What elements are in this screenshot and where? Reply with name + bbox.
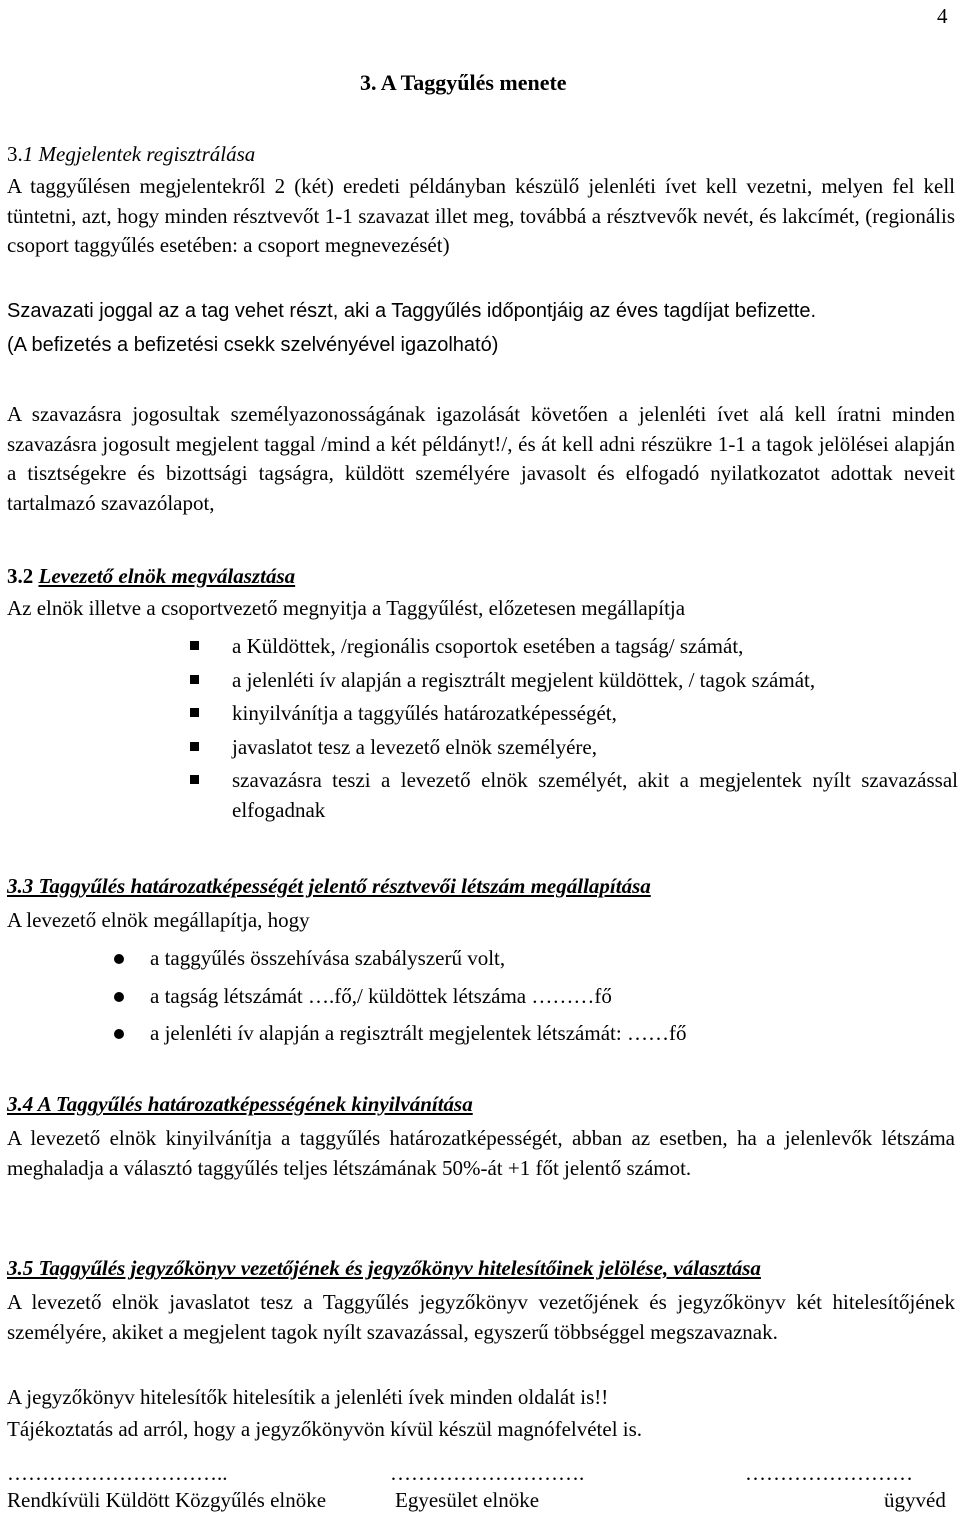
section-3-1-heading-number: 3.: [7, 142, 23, 166]
list-item-text: a tagság létszámát ….fő,/ küldöttek létszáma ………fő: [150, 983, 612, 1008]
signature-label-3: ügyvéd: [884, 1488, 946, 1512]
section-3-1-paragraph-1: A taggyűlésen megjelentekről 2 (két) eredeti példányban készülő jelenléti ívet kell vezetni, melyen fel kell tüntetni, azt, hogy minden résztvevőt 1-1 szavazat illet meg, továbbá a résztvevők nevét, és lakcímét, (regionális csoport taggyűlés esetében: a csoport megnevezését): [7, 174, 955, 257]
section-3-2-heading-text: Levezető elnök megválasztása: [38, 564, 296, 588]
round-bullet-icon: [114, 1029, 124, 1039]
section-3-2-heading-number: 3.2: [7, 564, 34, 588]
list-item-text: kinyilvánítja a taggyűlés határozatképességét,: [232, 701, 617, 725]
signature-label-2: Egyesület elnöke: [395, 1488, 540, 1512]
list-item: [110, 944, 930, 974]
list-item-text: a taggyűlés összehívása szabályszerű volt,: [150, 946, 506, 970]
signature-line-3: ……………………: [745, 1461, 913, 1485]
section-3-1-paragraph-3: (A befizetés a befizetési csekk szelvényével igazolható): [7, 334, 499, 356]
square-bullet-icon: [190, 775, 199, 784]
section-3-4-body: A levezető elnök kinyilvánítja a taggyűlés határozatképességét, abban az esetben, ha a jelenlevők létszáma meghaladja a választó taggyűlés teljes létszámának 50%-át +1 főt jelentő számot.: [7, 1126, 955, 1180]
list-item-text: javaslatot tesz a levezető elnök személyére,: [232, 734, 597, 759]
section-3-5-heading-text: 3.5 Taggyűlés jegyzőkönyv vezetőjének és jegyzőkönyv hitelesítőinek jelölése, választása: [7, 1256, 761, 1280]
list-item: [188, 666, 958, 696]
list-item: [188, 699, 958, 729]
square-bullet-icon: [190, 742, 199, 751]
section-3-4-heading: [7, 1090, 955, 1120]
section-3-3-heading-text: 3.3 Taggyűlés határozatképességét jelentő résztvevői létszám megállapítása: [7, 874, 651, 898]
signature-line-2: ……………………….: [390, 1461, 585, 1485]
square-bullet-icon: [190, 641, 199, 650]
signature-label-1: Rendkívüli Küldött Közgyűlés elnöke: [7, 1488, 327, 1512]
signature-line-1: …………………………..: [7, 1461, 228, 1485]
round-bullet-icon: [114, 992, 124, 1002]
list-item: [188, 766, 958, 825]
section-3-5-heading: [7, 1254, 955, 1284]
list-item-text: szavazásra teszi a levezető elnök személyét, akit a megjelentek nyílt szavazással elfogadnak: [232, 768, 958, 822]
section-3-4-heading-text: 3.4 A Taggyűlés határozatképességének kinyilvánítása: [7, 1092, 473, 1116]
list-item-text: a jelenléti ív alapján a regisztrált megjelentek létszámát: ……fő: [150, 1021, 687, 1045]
section-3-2-heading: [7, 562, 955, 592]
square-bullet-icon: [190, 675, 199, 684]
section-3-5-paragraph-1: A levezető elnök javaslatot tesz a Taggyűlés jegyzőkönyv vezetőjének és jegyzőkönyv két hitelesítőjének személyére, akiket a megjelent tagok nyílt szavazással, egyszerű többséggel megszavaznak.: [7, 1290, 955, 1344]
round-bullet-icon: [114, 954, 124, 964]
section-3-2-intro: Az elnök illetve a csoportvezető megnyitja a Taggyűlést, előzetesen megállapítja: [7, 596, 686, 620]
section-3-1-heading: [7, 140, 955, 170]
list-item: [110, 982, 930, 1012]
section-3-5-paragraph-3: Tájékoztatás ad arról, hogy a jegyzőkönyvön kívül készül magnófelvétel is.: [7, 1417, 643, 1441]
list-item: [188, 632, 958, 662]
section-3-3-list: [110, 944, 930, 1057]
page-number: 4: [937, 4, 948, 28]
list-item-text: a jelenléti ív alapján a regisztrált megjelent küldöttek, / tagok számát,: [232, 667, 816, 692]
section-3-3-heading: [7, 872, 955, 902]
section-3-1-paragraph-2: Szavazati joggal az a tag vehet részt, aki a Taggyűlés időpontjáig az éves tagdíjat befizette.: [7, 300, 817, 322]
square-bullet-icon: [190, 708, 199, 717]
section-3-3-intro: A levezető elnök megállapítja, hogy: [7, 908, 310, 932]
list-item-text: a Küldöttek, /regionális csoportok esetében a tagság/ számát,: [232, 634, 744, 658]
list-item: [188, 733, 958, 763]
section-3-2-list: [188, 632, 958, 829]
page-title: 3. A Taggyűlés menete: [360, 70, 567, 95]
section-3-1-paragraph-4: A szavazásra jogosultak személyazonosságának igazolását követően a jelenléti ívet alá kell íratni minden szavazásra jogosult megjelent taggal /mind a két példányt!/, és át kell adni részükre 1-1 a tagok jelölései alapján a tisztségekre és bizottsági tagságra, küldött személyére javasolt és elfogadó nyilatkozatot adottak neveit tartalmazó szavazólapot,: [7, 402, 955, 515]
list-item: [110, 1019, 930, 1049]
section-3-5-paragraph-2: A jegyzőkönyv hitelesítők hitelesítik a jelenléti ívek minden oldalát is!!: [7, 1385, 609, 1409]
section-3-1-heading-text: 1 Megjelentek regisztrálása: [22, 142, 256, 166]
